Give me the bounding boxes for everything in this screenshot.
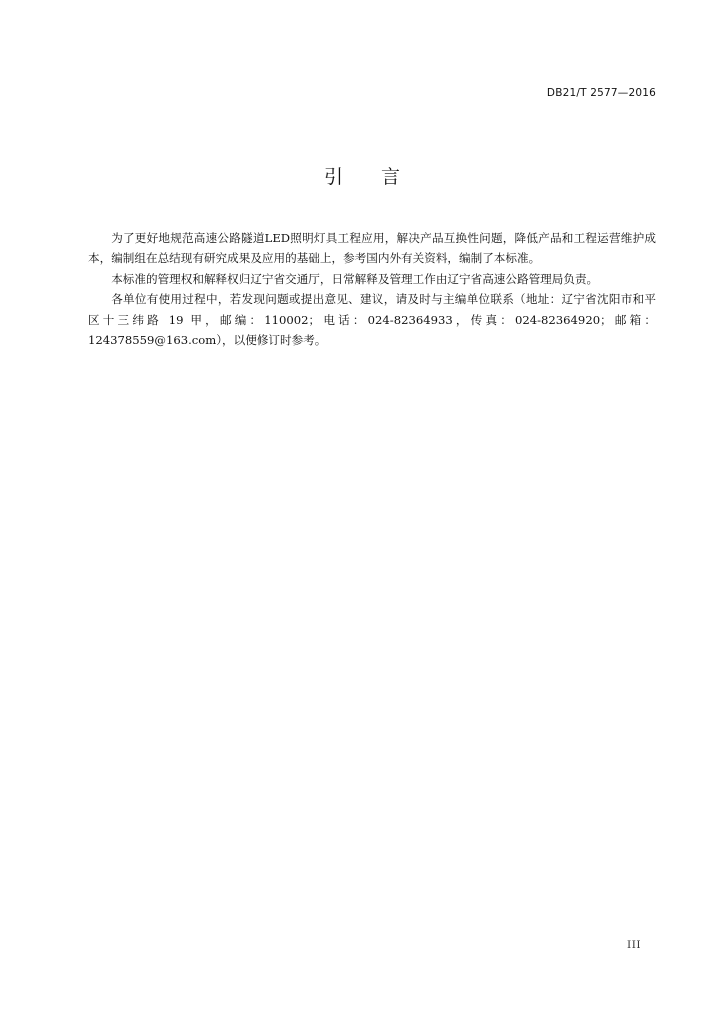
section-title xyxy=(0,162,724,189)
paragraph-contact: 各单位有使用过程中，若发现问题或提出意见、建议，请及时与主编单位联系（地址：辽宁省沈阳市和平区十三纬路 19 甲，邮编：110002；电话：024-82364933，传真：024-82364920；邮箱：124378559@163.com），以便修订时参考。 xyxy=(88,292,656,348)
body-text xyxy=(88,228,656,350)
paragraph-purpose: 为了更好地规范高速公路隧道LED照明灯具工程应用，解决产品互换性问题，降低产品和工程运营维护成本，编制组在总结现有研究成果及应用的基础上，参考国内外有关资料，编制了本标准。 xyxy=(88,231,656,266)
title-char-2: 言 xyxy=(381,166,401,188)
document-code: DB21/T 2577—2016 xyxy=(546,87,656,99)
page-number: III xyxy=(627,939,641,951)
paragraph-authority: 本标准的管理权和解释权归辽宁省交通厅，日常解释及管理工作由辽宁省高速公路管理局负责。 xyxy=(111,271,599,286)
title-char-1: 引 xyxy=(323,166,343,188)
